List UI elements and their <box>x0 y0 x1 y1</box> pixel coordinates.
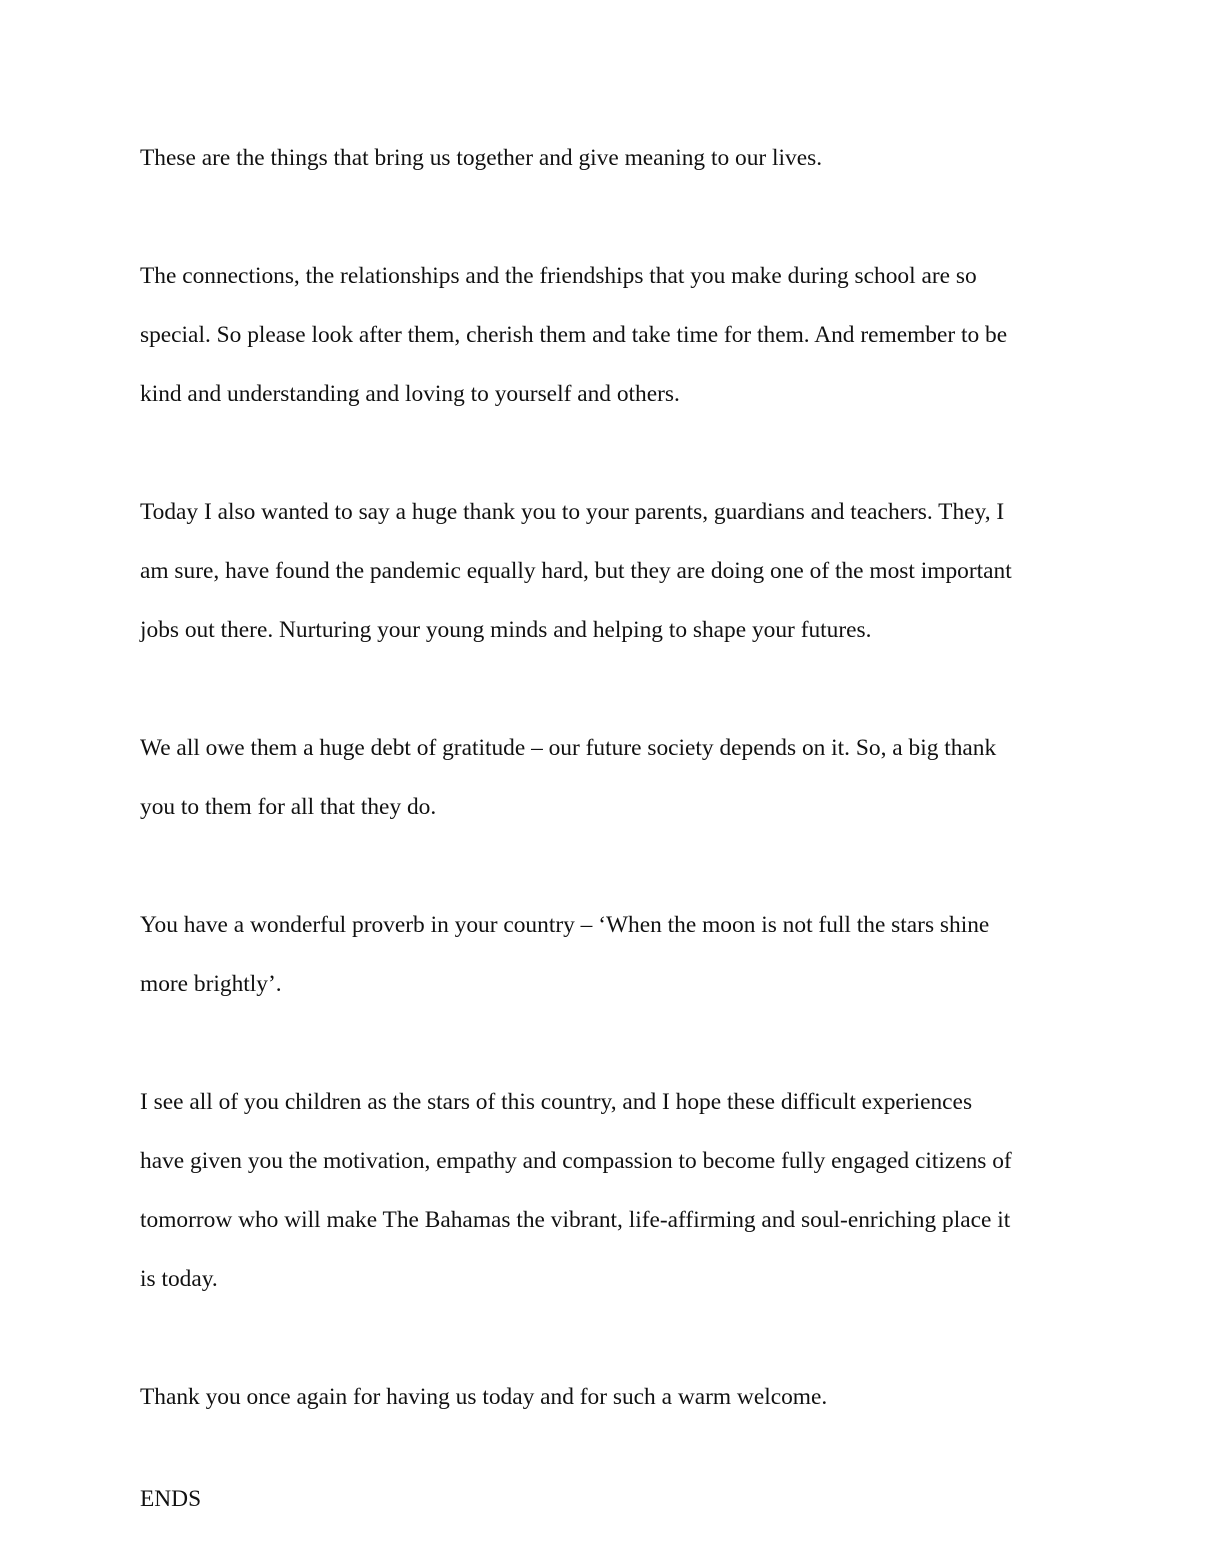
paragraph-line: We all owe them a huge debt of gratitude – our future society depends on it. So, a big thank <box>140 734 997 761</box>
paragraph-line: The connections, the relationships and the friendships that you make during school are so <box>140 262 977 289</box>
paragraph-line: you to them for all that they do. <box>140 793 437 820</box>
paragraph-line: have given you the motivation, empathy and compassion to become fully engaged citizens of <box>140 1147 1012 1174</box>
paragraph-1 <box>140 114 1100 203</box>
document-body <box>140 114 1100 1544</box>
paragraph-line: These are the things that bring us together and give meaning to our lives. <box>140 144 823 171</box>
paragraph-line: is today. <box>140 1265 218 1292</box>
paragraph-line: You have a wonderful proverb in your country – ‘When the moon is not full the stars shine <box>140 911 990 938</box>
ends-marker: ENDS <box>140 1485 202 1512</box>
paragraph-line: more brightly’. <box>140 970 282 997</box>
paragraph-line: Today I also wanted to say a huge thank you to your parents, guardians and teachers. They, I <box>140 498 1005 525</box>
paragraph-7 <box>140 1353 1100 1442</box>
paragraph-6 <box>140 1058 1100 1324</box>
paragraph-line: kind and understanding and loving to yourself and others. <box>140 380 680 407</box>
paragraph-line: jobs out there. Nurturing your young minds and helping to shape your futures. <box>140 616 872 643</box>
paragraph-2 <box>140 232 1100 439</box>
paragraph-5 <box>140 881 1100 1029</box>
paragraph-line: special. So please look after them, cherish them and take time for them. And remember to be <box>140 321 1008 348</box>
paragraph-line: tomorrow who will make The Bahamas the vibrant, life-affirming and soul-enriching place it <box>140 1206 1011 1233</box>
paragraph-3 <box>140 468 1100 675</box>
paragraph-line: am sure, have found the pandemic equally hard, but they are doing one of the most important <box>140 557 1012 584</box>
paragraph-line: Thank you once again for having us today and for such a warm welcome. <box>140 1383 828 1410</box>
paragraph-4 <box>140 704 1100 852</box>
paragraph-line: I see all of you children as the stars of this country, and I hope these difficult experiences <box>140 1088 973 1115</box>
